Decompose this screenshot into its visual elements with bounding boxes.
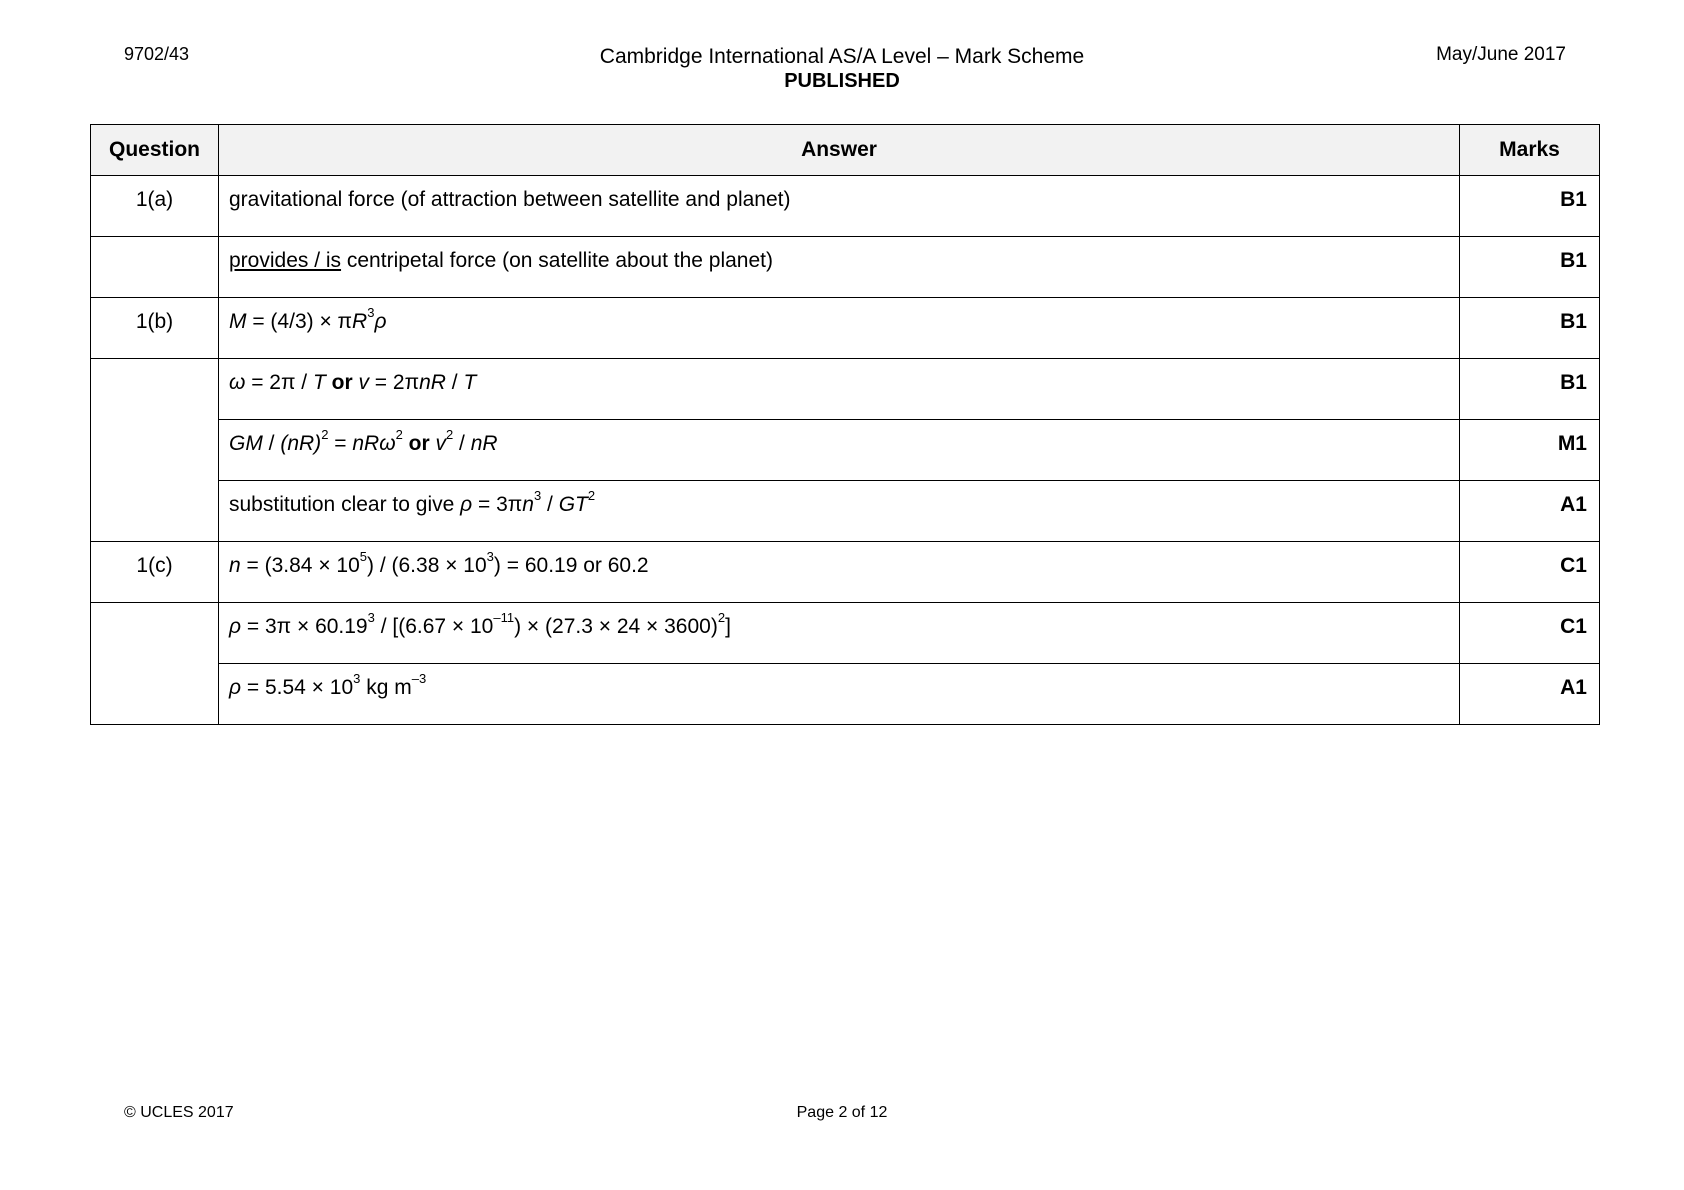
math-text: = 5.54 × 10: [241, 676, 354, 699]
underlined-key-phrase: provides / is: [229, 249, 342, 272]
mark-cell: B1: [1460, 176, 1600, 237]
math-var: nR: [470, 432, 498, 455]
paper-code: 9702/43: [124, 44, 190, 64]
math-exponent: 2: [395, 427, 403, 442]
math-exponent: 2: [445, 427, 454, 442]
math-text: =: [328, 432, 353, 455]
math-var: T: [312, 371, 326, 394]
exam-session: May/June 2017: [1436, 44, 1566, 65]
math-or: or: [325, 371, 359, 394]
math-exponent: 3: [367, 610, 375, 625]
math-var: n: [229, 554, 241, 577]
math-text: ) × (27.3 × 24 × 3600): [514, 615, 718, 638]
math-var: (nR): [280, 432, 322, 455]
math-exponent: 2: [321, 427, 329, 442]
answer-cell: [219, 298, 1460, 359]
math-exponent: 3: [486, 549, 494, 564]
math-var: ω: [229, 371, 246, 394]
math-var: nR: [419, 371, 446, 394]
answer-cell: [219, 237, 1460, 298]
math-var: M: [229, 310, 247, 333]
answer-cell: [219, 664, 1460, 725]
math-var: ρ: [460, 493, 473, 516]
mark-cell: B1: [1460, 359, 1600, 420]
answer-cell: [219, 359, 1460, 420]
math-var: n: [522, 493, 534, 516]
math-text: = (4/3) × π: [246, 310, 353, 333]
math-var: ρ: [229, 615, 242, 638]
table-row: [91, 420, 1600, 481]
math-text: = (3.84 × 10: [240, 554, 360, 577]
math-var: GT: [558, 493, 588, 516]
math-exponent: 2: [587, 488, 596, 503]
mark-cell: B1: [1460, 237, 1600, 298]
document-title: Cambridge International AS/A Level – Mark Scheme: [599, 45, 1085, 68]
math-exponent: 5: [359, 549, 368, 564]
answer-cell: [219, 176, 1460, 237]
table-row: [91, 603, 1600, 664]
table-row: [91, 481, 1600, 542]
math-exponent: 2: [717, 610, 726, 625]
page-number: Page 2 of 12: [796, 1104, 888, 1121]
answer-cell: [219, 420, 1460, 481]
math-var: ρ: [374, 310, 387, 333]
math-exponent: 3: [533, 488, 542, 503]
mark-cell: A1: [1460, 481, 1600, 542]
mark-cell: M1: [1460, 420, 1600, 481]
math-text: /: [453, 432, 471, 455]
mark-cell: A1: [1460, 664, 1600, 725]
header-marks: Marks: [1460, 125, 1600, 176]
math-text: /: [262, 432, 281, 455]
question-number: [91, 420, 219, 481]
answer-cell: [219, 603, 1460, 664]
math-text: = 3π × 60.19: [241, 615, 368, 638]
math-var: v: [358, 371, 369, 394]
math-or: or: [402, 432, 436, 455]
math-var: ρ: [229, 676, 242, 699]
question-number: 1(b): [91, 298, 219, 359]
math-var: v: [435, 432, 446, 455]
math-var: R: [352, 310, 368, 333]
table-row: [91, 237, 1600, 298]
math-exponent: 3: [353, 671, 361, 686]
math-text: ]: [725, 615, 731, 638]
document-header: [0, 44, 1684, 94]
header-answer: Answer: [219, 125, 1460, 176]
mark-cell: C1: [1460, 542, 1600, 603]
math-text: ) / (6.38 × 10: [367, 554, 487, 577]
table-row: [91, 176, 1600, 237]
table-row: [91, 298, 1600, 359]
header-question: Question: [91, 125, 219, 176]
answer-text: substitution clear to give: [229, 493, 461, 516]
math-text: ) = 60.19 or 60.2: [493, 554, 649, 577]
copyright-notice: © UCLES 2017: [124, 1104, 234, 1121]
question-number: [91, 481, 219, 542]
answer-text: gravitational force (of attraction between satellite and planet): [229, 188, 791, 211]
math-text: kg m: [360, 676, 412, 699]
question-number: [91, 359, 219, 420]
table-row: [91, 359, 1600, 420]
math-text: = 2π: [368, 371, 420, 394]
question-number: 1(c): [91, 542, 219, 603]
mark-scheme-table: [90, 124, 1600, 725]
math-exponent: –11: [493, 610, 515, 625]
answer-cell: [219, 542, 1460, 603]
answer-text: centripetal force (on satellite about the planet): [341, 249, 773, 272]
question-number: 1(a): [91, 176, 219, 237]
math-exponent: –3: [411, 671, 427, 686]
math-var: nRω: [352, 432, 396, 455]
table-header-row: [91, 125, 1600, 176]
document-subtitle: PUBLISHED: [784, 70, 900, 92]
question-number: [91, 664, 219, 725]
math-text: = 3π: [472, 493, 523, 516]
math-exponent: 3: [367, 305, 375, 320]
math-text: = 2π /: [245, 371, 313, 394]
question-number: [91, 603, 219, 664]
answer-cell: [219, 481, 1460, 542]
math-var: T: [463, 371, 477, 394]
math-text: / [(6.67 × 10: [374, 615, 494, 638]
math-var: GM: [229, 432, 263, 455]
mark-cell: C1: [1460, 603, 1600, 664]
math-text: /: [445, 371, 464, 394]
mark-cell: B1: [1460, 298, 1600, 359]
question-number: [91, 237, 219, 298]
math-text: /: [541, 493, 559, 516]
table-row: [91, 664, 1600, 725]
table-row: [91, 542, 1600, 603]
